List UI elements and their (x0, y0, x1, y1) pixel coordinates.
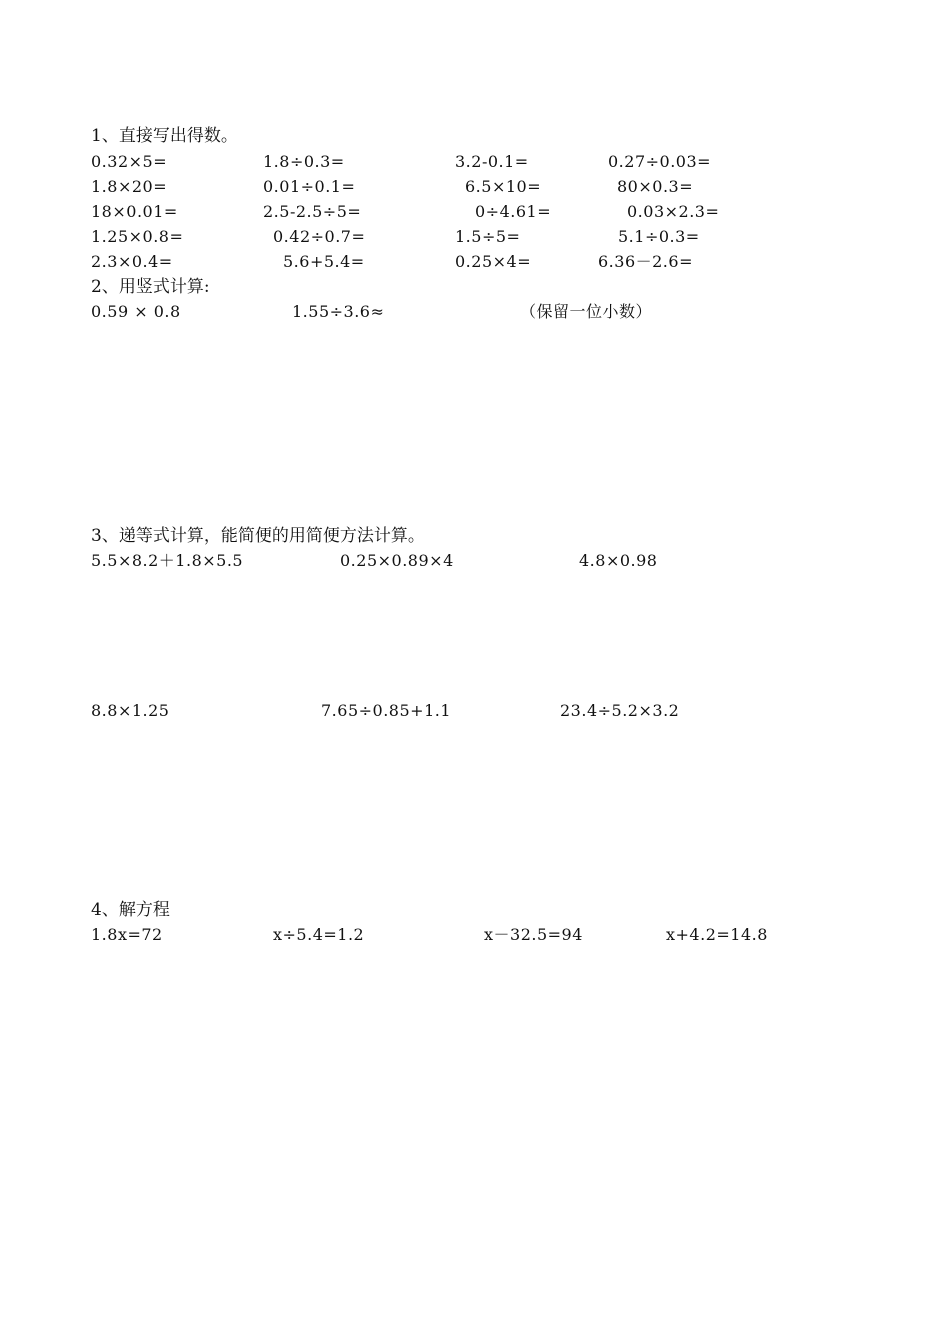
section-3-heading: 3、递等式计算，能简便的用简便方法计算。 (91, 526, 425, 546)
problem: 1.5÷5= (455, 227, 521, 246)
problem: 6.5×10= (465, 177, 542, 196)
section-3-row (0, 549, 950, 573)
problem: 0.59 × 0.8 (91, 302, 181, 321)
section-1-row (0, 150, 950, 174)
problem: 2.3×0.4= (91, 252, 173, 271)
section-4-heading: 4、解方程 (91, 900, 170, 920)
section-1-row (0, 225, 950, 249)
section-3-row (0, 699, 950, 723)
problem: 1.55÷3.6≈ (292, 302, 385, 321)
problem: 0.25×0.89×4 (340, 551, 454, 570)
problem: 2.5-2.5÷5= (263, 202, 362, 221)
problem: 7.65÷0.85+1.1 (321, 701, 452, 720)
section-2-row (0, 300, 950, 324)
equation: x÷5.4=1.2 (273, 925, 365, 944)
problem: 23.4÷5.2×3.2 (560, 701, 680, 720)
problem: 1.8÷0.3= (263, 152, 345, 171)
problem: 1.25×0.8= (91, 227, 184, 246)
problem: 5.6+5.4= (283, 252, 365, 271)
problem: 18×0.01= (91, 202, 178, 221)
equation: x+4.2=14.8 (666, 925, 768, 944)
rounding-note: （保留一位小数） (520, 302, 653, 321)
equation: x－32.5=94 (484, 925, 583, 944)
section-4-row (0, 923, 950, 947)
problem: 6.36－2.6= (598, 252, 693, 271)
section-1-heading: 1、直接写出得数。 (91, 126, 238, 146)
problem: 0.42÷0.7= (273, 227, 366, 246)
problem: 1.8×20= (91, 177, 168, 196)
equation: 1.8x=72 (91, 925, 163, 944)
problem: 0÷4.61= (475, 202, 552, 221)
problem: 80×0.3= (617, 177, 694, 196)
problem: 0.32×5= (91, 152, 168, 171)
problem: 4.8×0.98 (579, 551, 658, 570)
problem: 8.8×1.25 (91, 701, 170, 720)
problem: 0.25×4= (455, 252, 532, 271)
section-2-heading: 2、用竖式计算: (91, 277, 210, 297)
section-1-row (0, 250, 950, 274)
section-4-heading-line (0, 898, 950, 922)
section-1-row (0, 175, 950, 199)
section-2-heading-line (0, 275, 950, 299)
section-1-heading-line (0, 124, 950, 148)
problem: 3.2-0.1= (455, 152, 529, 171)
section-3-heading-line (0, 524, 950, 548)
problem: 0.03×2.3= (627, 202, 720, 221)
problem: 5.1÷0.3= (618, 227, 700, 246)
section-1-row (0, 200, 950, 224)
problem: 5.5×8.2＋1.8×5.5 (91, 551, 244, 570)
problem: 0.27÷0.03= (608, 152, 712, 171)
problem: 0.01÷0.1= (263, 177, 356, 196)
